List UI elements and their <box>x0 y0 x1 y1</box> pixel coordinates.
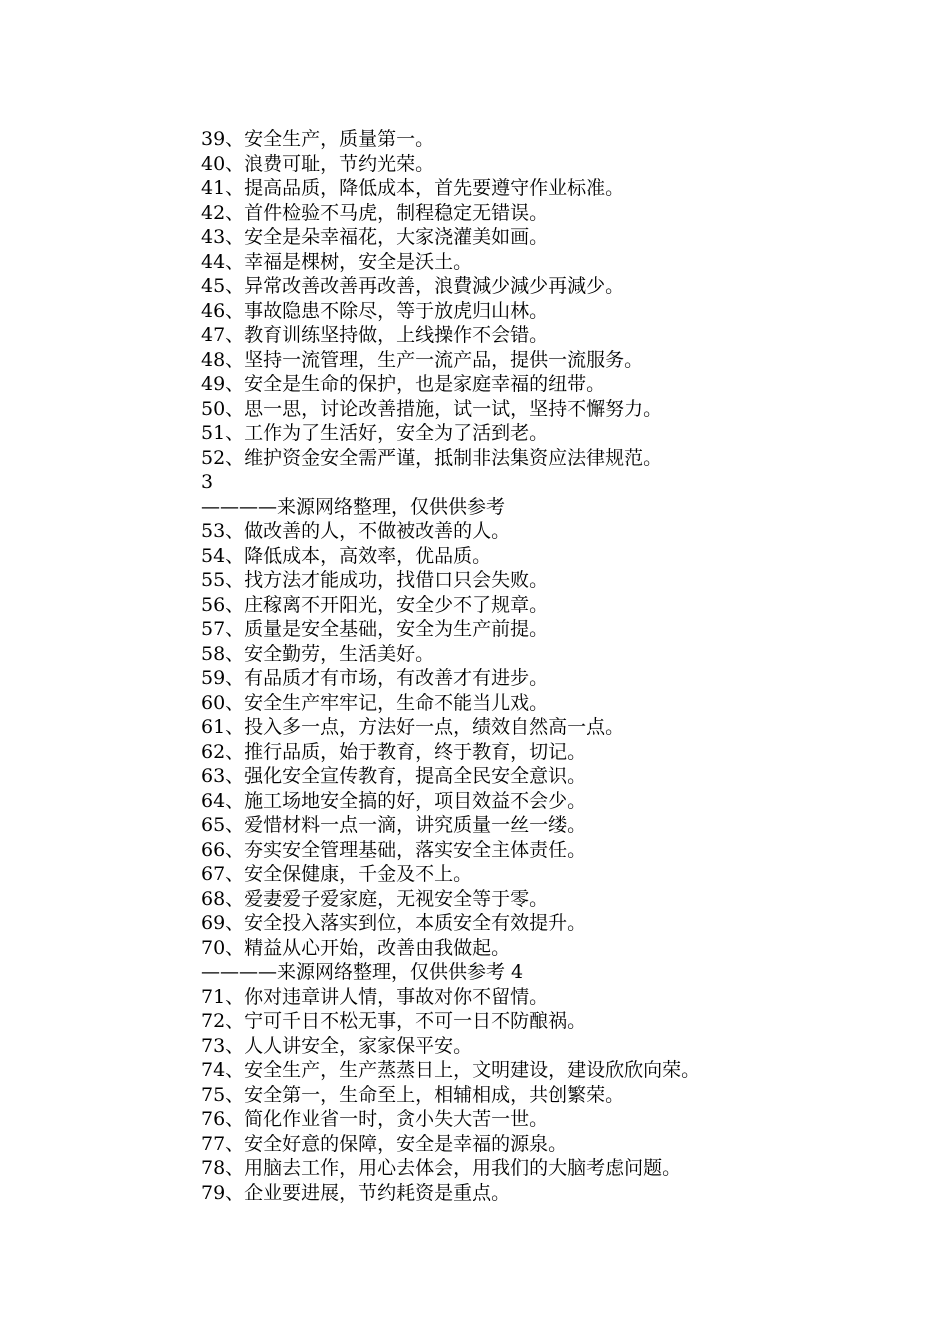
text-line: 56、庄稼离不开阳光，安全少不了规章。 <box>201 593 549 616</box>
text-line: 43、安全是朵幸福花，大家浇灌美如画。 <box>201 226 549 248</box>
text-line: 41、提高品质，降低成本，首先要遵守作业标准。 <box>201 177 625 199</box>
text-line: 65、爱惜材料一点一滴，讲究质量一丝一缕。 <box>201 814 587 836</box>
text-line: 60、安全生产牢牢记，生命不能当儿戏。 <box>201 691 549 714</box>
text-line: 61、投入多一点，方法好一点，绩效自然高一点。 <box>201 716 625 738</box>
text-line: 49、安全是生命的保护，也是家庭幸福的纽带。 <box>201 373 606 395</box>
text-line: 52、维护资金安全需严谨，抵制非法集资应法律规范。 <box>201 446 663 469</box>
text-line: 50、思一思，讨论改善措施，试一试，坚持不懈努力。 <box>201 397 663 420</box>
text-line: 63、强化安全宣传教育，提高全民安全意识。 <box>201 765 587 787</box>
text-line: 74、安全生产，生产蒸蒸日上，文明建设，建设欣欣向荣。 <box>201 1059 701 1081</box>
text-line: 39、安全生产，质量第一。 <box>201 128 435 150</box>
text-line: 75、安全第一，生命至上，相辅相成，共创繁荣。 <box>201 1083 625 1106</box>
text-line: ————来源网络整理，仅供供参考 <box>201 495 506 518</box>
text-line: 55、找方法才能成功，找借口只会失败。 <box>201 569 549 591</box>
text-line: 67、安全保健康，千金及不上。 <box>201 863 473 885</box>
text-line: 68、爱妻爱子爱家庭，无视安全等于零。 <box>201 887 549 910</box>
text-line: 79、企业要进展，节约耗资是重点。 <box>201 1181 511 1204</box>
text-line: 45、异常改善改善再改善，浪費減少減少再減少。 <box>201 275 625 297</box>
text-line: ————来源网络整理，仅供供参考 4 <box>201 961 524 983</box>
text-line: 3 <box>201 471 214 493</box>
text-line: 58、安全勤劳，生活美好。 <box>201 642 435 665</box>
text-line: 54、降低成本，高效率，优品质。 <box>201 544 492 567</box>
text-line: 40、浪费可耻，节约光荣。 <box>201 152 435 175</box>
text-line: 62、推行品质，始于教育，终于教育，切记。 <box>201 740 587 763</box>
text-line: 77、安全好意的保障，安全是幸福的源泉。 <box>201 1132 568 1155</box>
text-line: 48、坚持一流管理，生产一流产品，提供一流服务。 <box>201 348 644 371</box>
text-line: 51、工作为了生活好，安全为了活到老。 <box>201 422 549 444</box>
text-line: 47、教育训练坚持做，上线操作不会错。 <box>201 324 549 346</box>
text-line: 44、幸福是棵树，安全是沃土。 <box>201 250 473 273</box>
text-line: 70、精益从心开始，改善由我做起。 <box>201 936 511 959</box>
text-line: 73、人人讲安全，家家保平安。 <box>201 1034 473 1057</box>
text-line: 72、宁可千日不松无事，不可一日不防酿祸。 <box>201 1010 587 1032</box>
text-line: 46、事故隐患不除尽，等于放虎归山林。 <box>201 299 549 322</box>
slogan-list <box>201 127 921 1205</box>
text-line: 66、夯实安全管理基础，落实安全主体责任。 <box>201 838 587 861</box>
text-line: 76、简化作业省一时，贪小失大苦一世。 <box>201 1108 549 1130</box>
text-line: 78、用脑去工作，用心去体会，用我们的大脑考虑问题。 <box>201 1157 682 1179</box>
text-line: 57、质量是安全基础，安全为生产前提。 <box>201 618 549 640</box>
text-line: 69、安全投入落实到位，本质安全有效提升。 <box>201 912 587 934</box>
text-line: 42、首件检验不马虎，制程稳定无错误。 <box>201 201 549 224</box>
text-line: 53、做改善的人，不做被改善的人。 <box>201 520 511 542</box>
text-line: 64、施工场地安全搞的好，项目效益不会少。 <box>201 789 587 812</box>
text-line: 71、你对违章讲人情，事故对你不留情。 <box>201 985 549 1008</box>
text-line: 59、有品质才有市场，有改善才有进步。 <box>201 667 549 689</box>
